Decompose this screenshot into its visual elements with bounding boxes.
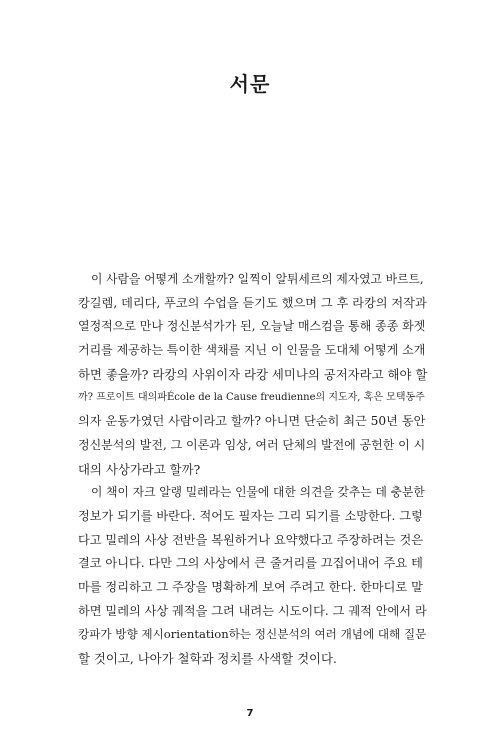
text-line: 이 사람을 어떻게 소개할까? 일찍이 알튀세르의 제자였고 바르트, xyxy=(91,272,424,286)
text-line: 대의 사상가라고 할까? xyxy=(78,461,201,477)
text-line: 캉길렘, 데리다, 푸코의 수업을 듣기도 했으며 그 후 라캉의 저작과 xyxy=(78,295,427,310)
text-line: 하면 밀레의 사상 궤적을 그려 내려는 시도이다. 그 궤적 안에서 라 xyxy=(78,603,427,618)
body-text xyxy=(78,268,428,671)
text-line: 다고 밀레의 사상 전반을 복원하거나 요약했다고 주장하려는 것은 xyxy=(78,532,423,547)
text-line: 마를 정리하고 그 주장을 명확하게 보여 주려고 한다. 한마디로 말 xyxy=(78,579,423,594)
text-line: 할 것이고, 나아가 철학과 정치를 사색할 것이다. xyxy=(78,651,337,666)
text-line: 정보가 되기를 바란다. 적어도 필자는 그리 되기를 소망한다. 그렇 xyxy=(78,508,423,523)
text-line: 의자 운동가였던 사람이라고 할까? 아니면 단순히 최근 50년 동안 xyxy=(78,414,426,429)
text-line: 정신분석의 발전, 그 이론과 임상, 여러 단체의 발전에 공헌한 이 시 xyxy=(78,437,426,452)
text-line: 열정적으로 만나 정신분석가가 된, 오늘날 매스컴을 통해 종종 화젯 xyxy=(78,319,426,334)
text-line: 결코 아니다. 다만 그의 사상에서 큰 줄거리를 끄집어내어 주요 테 xyxy=(78,556,423,571)
text-line: 하면 좋을까? 라캉의 사위이자 라캉 세미나의 공저자라고 해야 할 xyxy=(78,366,428,382)
text-line: 캉파가 방향 제시orientation하는 정신분석의 여러 개념에 대해 질문 xyxy=(78,627,427,642)
text-line: 이 책이 자크 알랭 밀레라는 인물에 대한 의견을 갖추는 데 충분한 xyxy=(91,485,425,500)
page-number: 7 xyxy=(246,708,254,719)
paragraph-1 xyxy=(78,268,428,481)
text-line: 거리를 제공하는 특이한 색채를 지닌 이 인물을 도대체 어떻게 소개 xyxy=(78,343,426,358)
text-line: 까? 프로이트 대의파École de la Cause freudienne의 지도자, 혹은 모택동주 xyxy=(78,392,425,404)
page-title: 서문 xyxy=(229,72,271,96)
paragraph-2 xyxy=(78,481,428,671)
